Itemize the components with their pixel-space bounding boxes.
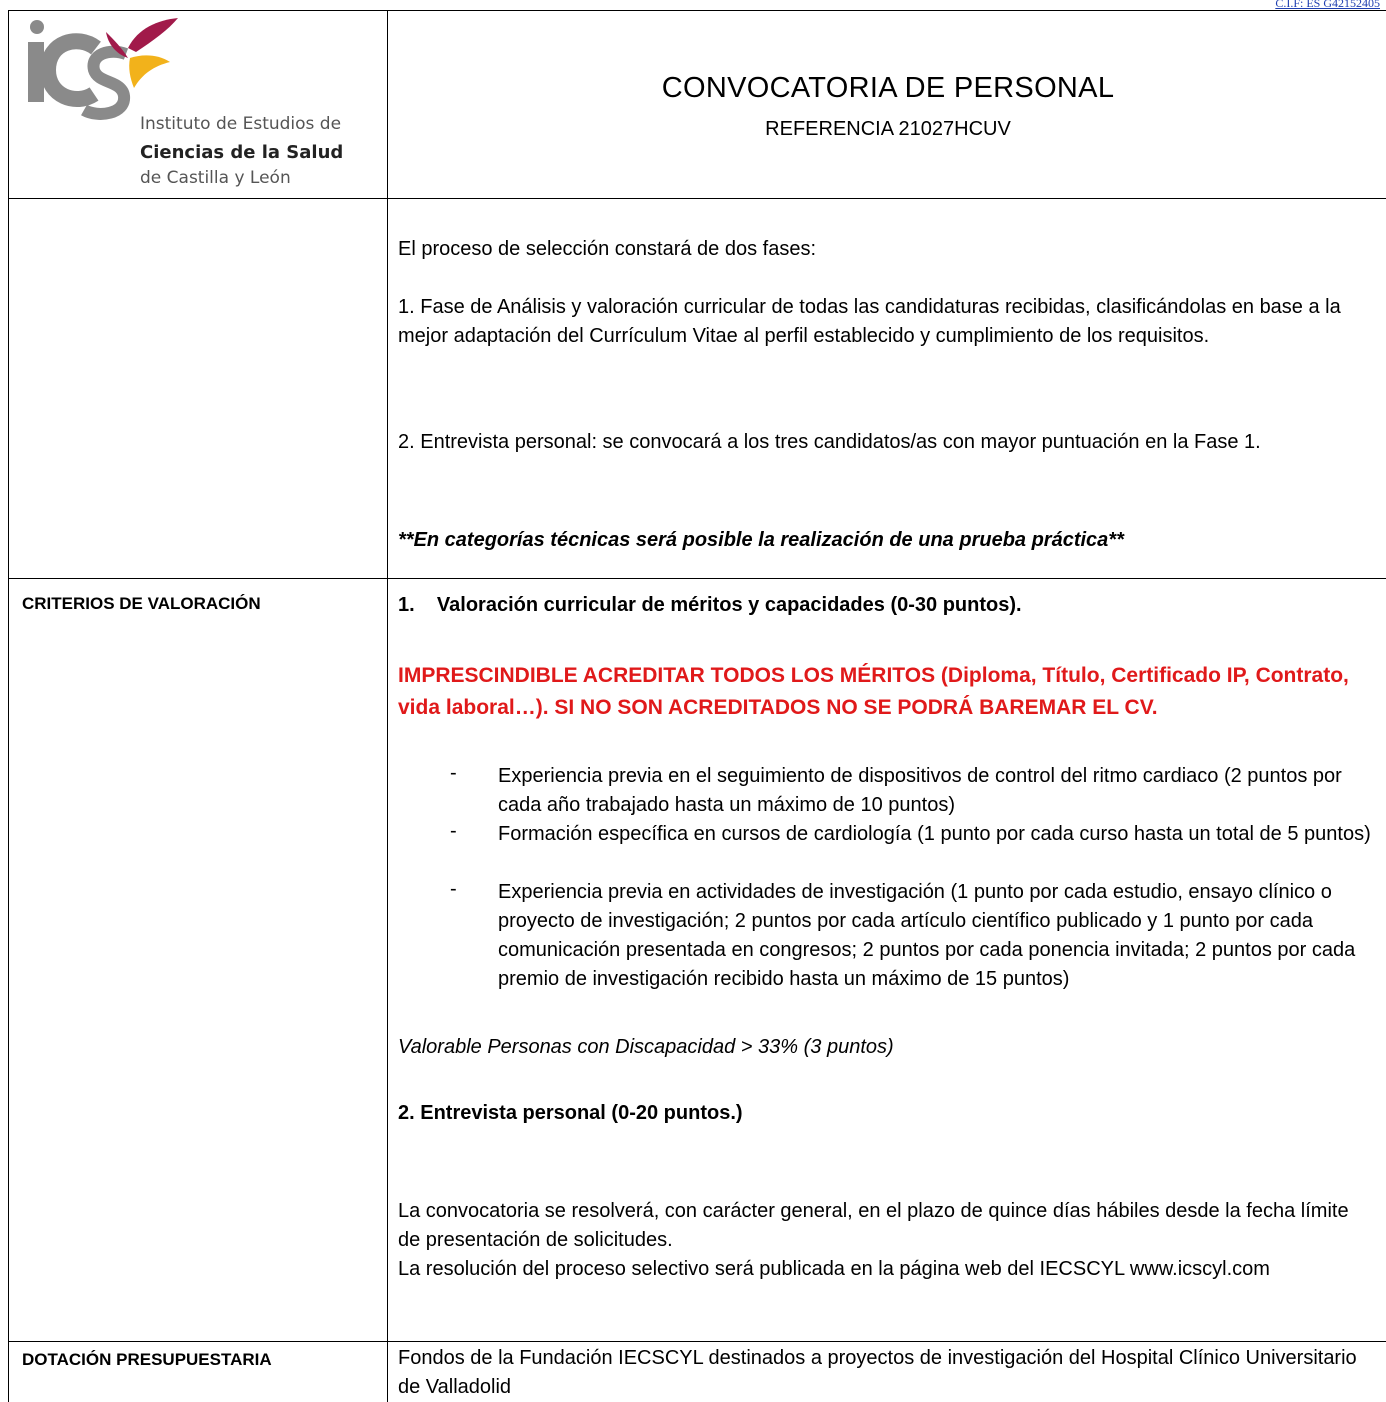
process-note: **En categorías técnicas será posible la realización de una prueba práctica** bbox=[398, 529, 1124, 551]
list-bullet: - bbox=[450, 820, 457, 842]
criteria-heading-2: 2. Entrevista personal (0-20 puntos.) bbox=[398, 1102, 743, 1124]
budget-label: DOTACIÓN PRESUPUESTARIA bbox=[22, 1350, 272, 1369]
table-top-border bbox=[8, 10, 1386, 11]
list-bullet: - bbox=[450, 878, 457, 900]
criteria-warning: IMPRESCINDIBLE ACREDITAR TODOS LOS MÉRITOS (Diploma, Título, Certificado IP, Contrato, vida laboral…). SI NO SON ACREDITADOS NO SE PODRÁ BAREMAR EL CV. bbox=[398, 664, 1349, 719]
criteria-item-3: Experiencia previa en actividades de investigación (1 punto por cada estudio, ensayo clínico o proyecto de investigación; 2 puntos por cada artículo científico publicado y 1 punto por cada comunicación presentada en congresos; 2 puntos por cada ponencia invitada; 2 puntos por cada premio de investigación recibido hasta un máximo de 15 puntos) bbox=[498, 881, 1356, 990]
criteria-item-1: Experiencia previa en el seguimiento de dispositivos de control del ritmo cardiaco (2 puntos por cada año trabajado hasta un máximo de 10 puntos) bbox=[498, 765, 1342, 816]
column-divider bbox=[387, 10, 388, 1402]
criteria-heading-1: 1. Valoración curricular de méritos y capacidades (0-30 puntos). bbox=[398, 594, 1022, 616]
ics-logo-mark bbox=[18, 14, 188, 124]
row-divider-1 bbox=[8, 198, 1386, 199]
criteria-resolution-2: La resolución del proceso selectivo será publicada en la página web del IECSCYL www.icscyl.com bbox=[398, 1258, 1270, 1280]
criteria-label: CRITERIOS DE VALORACIÓN bbox=[22, 594, 261, 613]
criteria-disability: Valorable Personas con Discapacidad > 33% (3 puntos) bbox=[398, 1036, 894, 1058]
process-phase-2: 2. Entrevista personal: se convocará a los tres candidatos/as con mayor puntuación en la Fase 1. bbox=[398, 431, 1261, 453]
row-divider-3 bbox=[8, 1341, 1386, 1342]
ics-logo bbox=[18, 14, 363, 192]
criteria-resolution-1: La convocatoria se resolverá, con carácter general, en el plazo de quince días hábiles desde la fecha límite de presentación de solicitudes. bbox=[398, 1200, 1349, 1251]
list-bullet: - bbox=[450, 762, 457, 784]
logo-line-1: Instituto de Estudios de bbox=[140, 114, 342, 134]
reference-code: REFERENCIA 21027HCUV bbox=[765, 118, 1011, 140]
criteria-item-2: Formación específica en cursos de cardiología (1 punto por cada curso hasta un total de 5 puntos) bbox=[498, 823, 1371, 845]
budget-text: Fondos de la Fundación IECSCYL destinados a proyectos de investigación del Hospital Clínico Universitario de Valladolid bbox=[398, 1347, 1357, 1398]
logo-line-2: Ciencias de la Salud bbox=[140, 142, 344, 163]
table-left-border bbox=[8, 10, 9, 1402]
logo-line-3: de Castilla y León bbox=[140, 168, 291, 188]
process-phase-1: 1. Fase de Análisis y valoración curricular de todas las candidaturas recibidas, clasificándolas en base a la mejor adaptación del Currículum Vitae al perfil establecido y cumplimiento de los requisitos. bbox=[398, 296, 1341, 347]
cif-link[interactable]: C.I.F: ES G42152405 bbox=[1275, 0, 1380, 10]
page-title: CONVOCATORIA DE PERSONAL bbox=[661, 72, 1115, 104]
process-intro: El proceso de selección constará de dos fases: bbox=[398, 238, 817, 260]
row-divider-2 bbox=[8, 578, 1386, 579]
